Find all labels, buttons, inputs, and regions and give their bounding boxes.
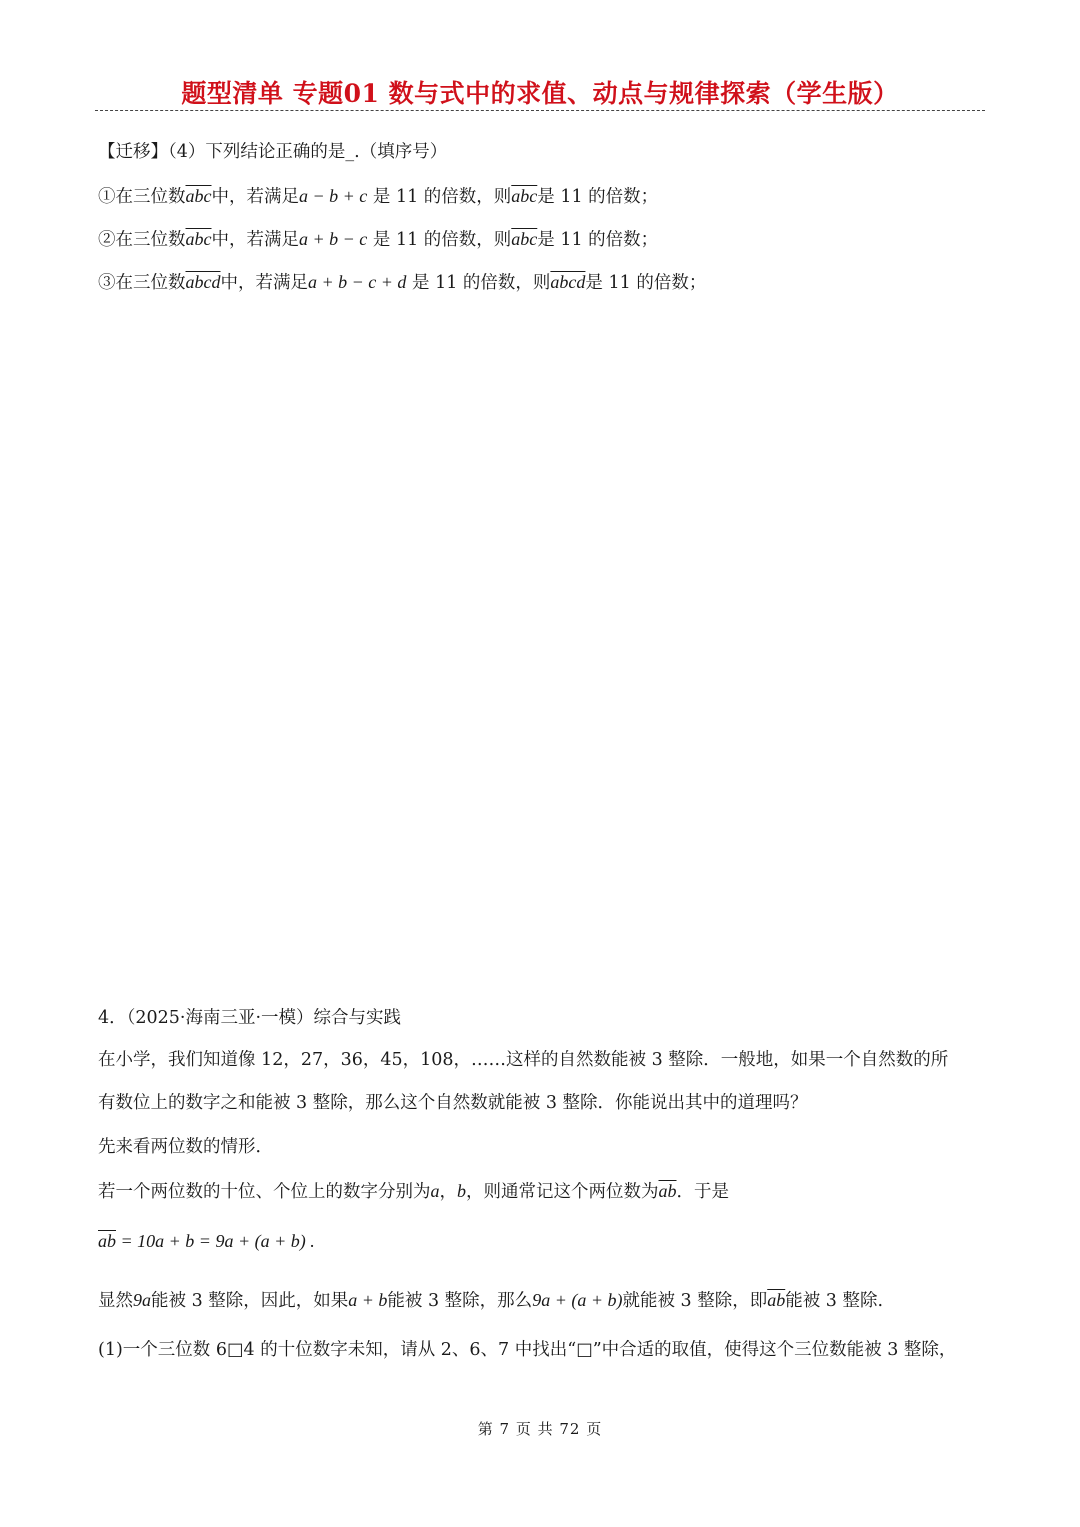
header-divider (95, 110, 985, 111)
statement-1: ①在三位数$\overline{abc}$中，若满足a − b + c 是 11 的倍数，则$\overline{abc}$是 11 的倍数； (98, 186, 659, 207)
problem-4-heading: 4．（2025·海南三亚·一模）综合与实践 (98, 1008, 402, 1028)
page-footer-number: 第 7 页 共 72 页 (477, 1420, 603, 1438)
page-header-title: 题型清单 专题01 数与式中的求值、动点与规律探索（学生版） (181, 79, 899, 108)
problem-4-paragraph-1a: 在小学，我们知道像 12，27，36，45，108，……这样的自然数能被 3 整除．一般地，如果一个自然数的所 (98, 1050, 949, 1070)
problem-4-question-1: (1)一个三位数 6□4 的十位数字未知，请从 2、6、7 中找出“□”中合适的取值，使得这个三位数能被 3 整除， (98, 1340, 957, 1360)
problem-4-paragraph-3: 若一个两位数的十位、个位上的数字分别为a，b，则通常记这个两位数为$\overline{ab}$．于是 (98, 1181, 729, 1202)
statement-2: ②在三位数$\overline{abc}$中，若满足a + b − c 是 11 的倍数，则$\overline{abc}$是 11 的倍数； (98, 229, 659, 250)
statement-3: ③在三位数abcd中，若满足a + b − c + d 是 11 的倍数，则abcd是 11 的倍数； (98, 272, 707, 293)
problem-4-equation: $\overline{ab} = 10a + b = 9a + (a + b)$ . (98, 1231, 315, 1251)
problem-4-paragraph-2: 先来看两位数的情形． (98, 1137, 273, 1157)
problem-4-paragraph-5: 显然9a能被 3 整除，因此，如果a + b能被 3 整除，那么9a + (a + b)就能被 3 整除，即$\overline{ab}$能被 3 整除. (98, 1290, 884, 1311)
problem-4-paragraph-1b: 有数位上的数字之和能被 3 整除，那么这个自然数就能被 3 整除．你能说出其中的道理吗？ (98, 1093, 808, 1113)
migration-lead: 【迁移】（4）下列结论正确的是_.（填序号） (98, 142, 448, 162)
